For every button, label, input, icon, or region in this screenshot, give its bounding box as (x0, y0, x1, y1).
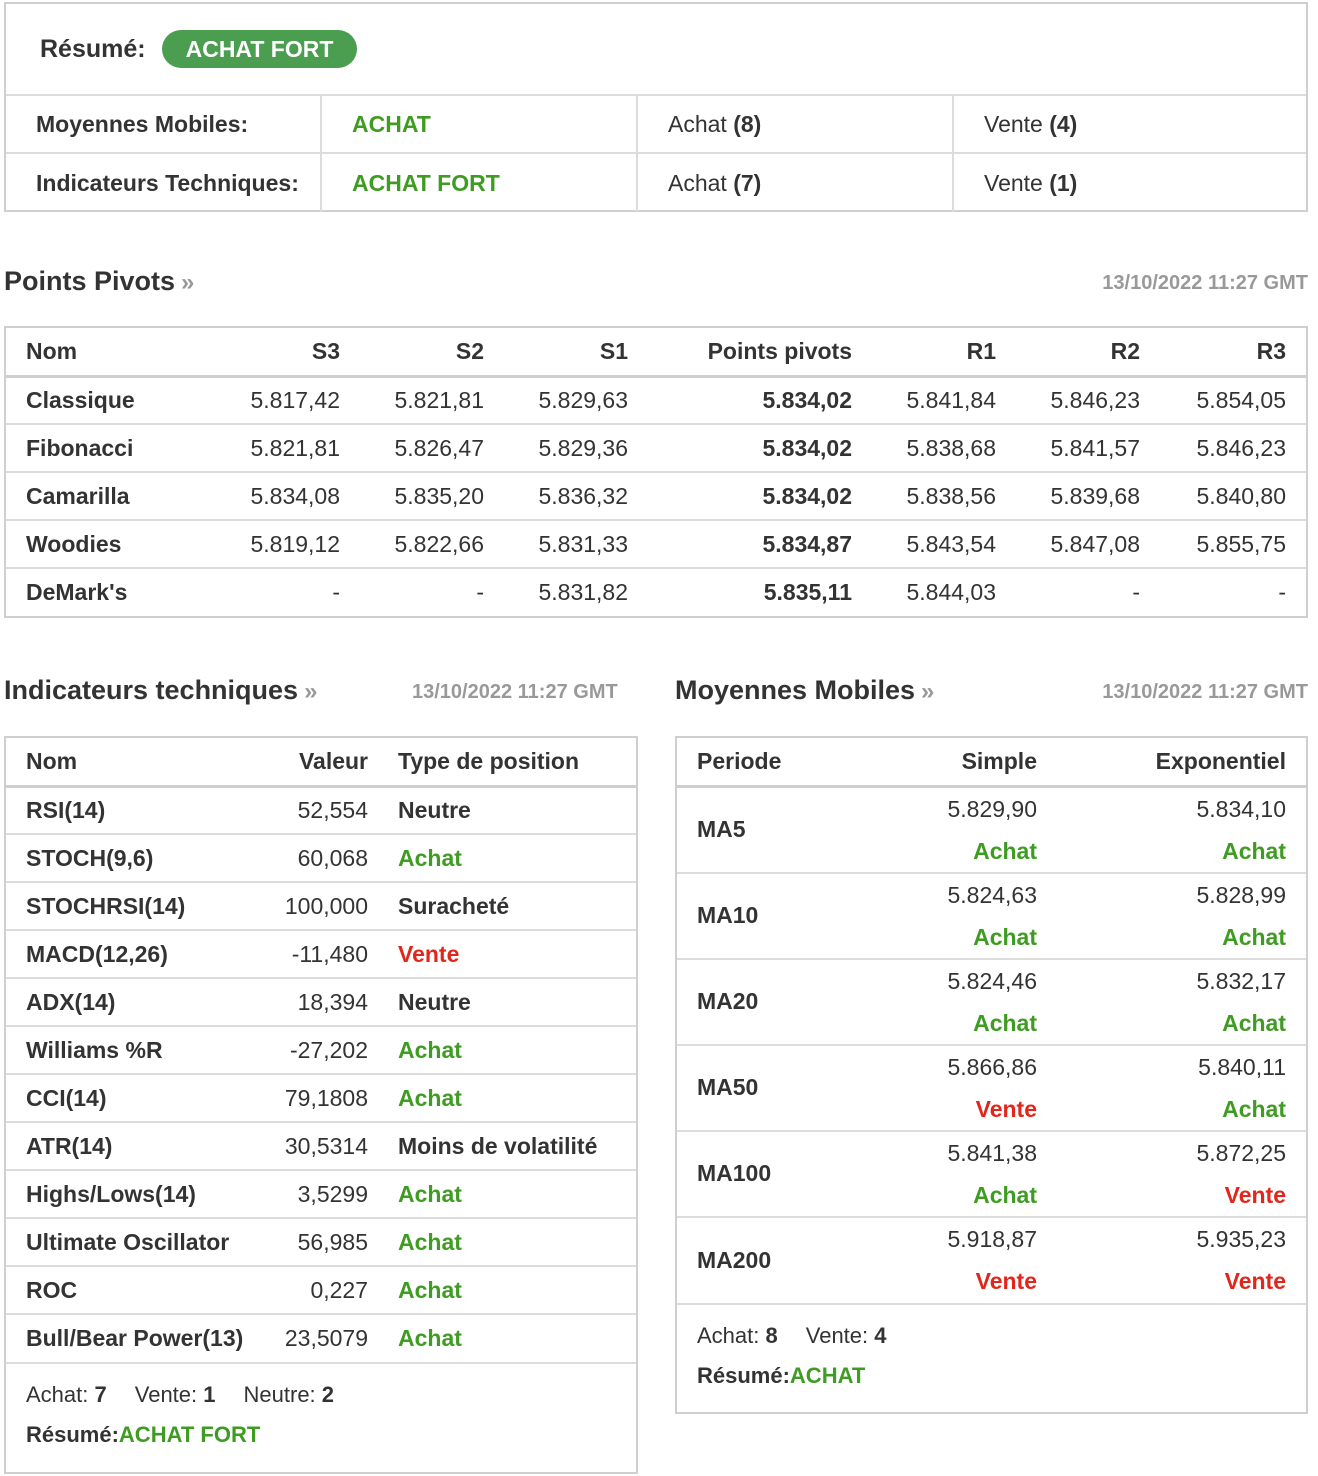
pivots-table (6, 328, 1306, 616)
col-header: R3 (1140, 328, 1306, 376)
indicator-value: 52,554 (256, 786, 368, 834)
footer-sell-count: 1 (203, 1382, 216, 1407)
ma-table (677, 738, 1306, 1303)
ma-table-box (675, 736, 1308, 1414)
indicator-value: 3,5299 (256, 1170, 368, 1218)
pivots-title[interactable]: Points Pivots (4, 266, 176, 296)
indicator-name: STOCH(9,6) (6, 834, 256, 882)
ma-value: 5.872,25 (1196, 1139, 1286, 1166)
table-row (6, 930, 636, 978)
indicators-table-box (4, 736, 638, 1474)
ma-value: 5.829,90 (947, 795, 1037, 822)
pivot-value: 5.855,75 (1140, 520, 1306, 568)
ma-simple-cell (887, 1131, 1037, 1217)
indicators-title[interactable]: Indicateurs techniques (4, 675, 299, 705)
pivot-value: 5.834,02 (628, 376, 852, 424)
ma-period: MA100 (677, 1131, 887, 1217)
col-header: Periode (677, 738, 887, 786)
indicator-name: ROC (6, 1266, 256, 1314)
ma-value: 5.834,10 (1196, 795, 1286, 822)
buy-label: Achat (668, 169, 727, 196)
table-row (677, 1045, 1306, 1131)
table-row (6, 376, 1306, 424)
ma-value: 5.866,86 (947, 1053, 1037, 1080)
col-header: R1 (852, 328, 996, 376)
sell-count: (4) (1049, 110, 1078, 137)
summary-row-sell (954, 154, 1306, 212)
chevron-right-icon[interactable]: » (181, 269, 195, 296)
table-row (6, 882, 636, 930)
ma-timestamp: 13/10/2022 11:27 GMT (1102, 681, 1308, 703)
table-row (677, 1131, 1306, 1217)
pivot-value: 5.843,54 (852, 520, 996, 568)
table-row (6, 568, 1306, 616)
footer-buy-count: 7 (94, 1382, 107, 1407)
pivot-value: - (1132, 579, 1140, 605)
col-header: Points pivots (628, 328, 852, 376)
pivot-value: - (476, 579, 484, 605)
footer-buy (26, 1382, 107, 1407)
sell-count: (1) (1049, 169, 1078, 196)
ma-action: Vente (975, 1268, 1037, 1294)
col-header: S3 (196, 328, 340, 376)
pivot-method: Camarilla (6, 472, 196, 520)
sell-label: Vente (984, 110, 1043, 137)
summary-row-buy (638, 96, 954, 152)
ma-simple-cell (887, 1045, 1037, 1131)
footer-buy-label: Achat: (26, 1382, 89, 1407)
table-row (6, 1314, 636, 1362)
footer-summary (26, 1422, 616, 1448)
indicators-title-link[interactable] (4, 675, 317, 706)
ma-period: MA10 (677, 873, 887, 959)
pivot-value: 5.831,82 (538, 579, 628, 605)
buy-count: (7) (733, 169, 762, 196)
summary-badge: ACHAT FORT (162, 30, 358, 68)
indicator-action: Achat (368, 1266, 636, 1314)
indicator-action: Achat (398, 1325, 462, 1351)
indicator-action: Achat (368, 1170, 636, 1218)
table-row (6, 1170, 636, 1218)
footer-neutral-label: Neutre: (243, 1382, 316, 1407)
ma-period: MA50 (677, 1045, 887, 1131)
indicators-table (6, 738, 636, 1362)
pivot-value: 5.829,36 (484, 424, 628, 472)
ma-exp-cell (1037, 959, 1306, 1045)
indicator-name: Ultimate Oscillator (6, 1218, 256, 1266)
ma-action: Achat (1222, 1009, 1286, 1036)
pivot-value: 5.829,63 (484, 376, 628, 424)
indicator-action: Moins de volatilité (368, 1122, 636, 1170)
footer-sell-count: 4 (874, 1322, 887, 1348)
summary-row-buy (638, 154, 954, 212)
footer-summary-label: Résumé: (697, 1362, 790, 1388)
pivot-value: 5.834,08 (196, 472, 340, 520)
table-row (6, 1122, 636, 1170)
pivot-value: - (1278, 579, 1286, 605)
pivot-value: 5.854,05 (1140, 376, 1306, 424)
indicator-value: 23,5079 (284, 1325, 368, 1351)
pivot-value: 5.835,20 (340, 472, 484, 520)
pivot-value: 5.834,02 (628, 424, 852, 472)
col-header: Exponentiel (1037, 738, 1306, 786)
indicator-name: Bull/Bear Power(13) (26, 1325, 244, 1351)
indicator-value: -11,480 (256, 930, 368, 978)
pivot-value: 5.839,68 (996, 472, 1140, 520)
summary-row-name: Indicateurs Techniques: (6, 154, 322, 212)
indicator-name: MACD(12,26) (6, 930, 256, 978)
summary-row-sell (954, 96, 1306, 152)
pivot-value: 5.844,03 (906, 579, 996, 605)
ma-simple-cell (887, 786, 1037, 873)
col-header: Valeur (256, 738, 368, 786)
indicators-footer (6, 1362, 636, 1448)
table-row (677, 959, 1306, 1045)
footer-summary-value: ACHAT (789, 1362, 866, 1388)
pivot-value: 5.838,56 (852, 472, 996, 520)
ma-value: 5.824,46 (947, 967, 1037, 994)
summary-row-moving-averages (6, 96, 1306, 154)
ma-action: Achat (1222, 923, 1286, 950)
indicator-action: Suracheté (368, 882, 636, 930)
ma-footer (677, 1303, 1306, 1389)
footer-sell (806, 1323, 887, 1348)
pivots-table-box (4, 326, 1308, 618)
summary-row-name: Moyennes Mobiles: (6, 96, 322, 152)
indicator-name: CCI(14) (6, 1074, 256, 1122)
ma-exp-cell (1037, 1045, 1306, 1131)
table-row (6, 834, 636, 882)
pivot-value: - (332, 579, 340, 605)
ma-exp-cell (1037, 873, 1306, 959)
pivot-value: 5.826,47 (340, 424, 484, 472)
ma-action: Achat (973, 923, 1037, 950)
ma-action: Achat (973, 837, 1037, 864)
footer-buy-count: 8 (765, 1322, 778, 1348)
sell-label: Vente (984, 169, 1043, 196)
pivot-value: 5.847,08 (996, 520, 1140, 568)
table-row (6, 520, 1306, 568)
pivot-value: 5.840,80 (1140, 472, 1306, 520)
col-header: Nom (6, 328, 196, 376)
pivot-value: 5.819,12 (196, 520, 340, 568)
pivot-value: 5.822,66 (340, 520, 484, 568)
col-header: R2 (996, 328, 1140, 376)
ma-value: 5.918,87 (947, 1226, 1037, 1252)
ma-value: 5.840,11 (1198, 1053, 1286, 1080)
ma-action: Achat (1222, 837, 1286, 864)
indicator-name: Williams %R (6, 1026, 256, 1074)
pivot-value: 5.838,68 (852, 424, 996, 472)
indicator-action: Achat (368, 834, 636, 882)
ma-exp-cell (1037, 1217, 1306, 1303)
table-row (6, 1266, 636, 1314)
indicator-value: 56,985 (256, 1218, 368, 1266)
ma-period: MA5 (677, 786, 887, 873)
ma-title-link[interactable] (675, 675, 934, 706)
indicator-name: RSI(14) (6, 786, 256, 834)
pivot-value: 5.835,11 (763, 579, 852, 605)
table-row (6, 1074, 636, 1122)
footer-summary-label: Résumé: (26, 1422, 119, 1447)
summary-row-signal: ACHAT FORT (322, 154, 638, 212)
pivot-value: 5.836,32 (484, 472, 628, 520)
table-row (677, 786, 1306, 873)
summary-panel (4, 2, 1308, 212)
footer-sell-label: Vente: (134, 1382, 198, 1407)
table-row (6, 978, 636, 1026)
ma-period: MA20 (677, 959, 887, 1045)
summary-row-signal: ACHAT (322, 96, 638, 152)
indicator-name: ADX(14) (6, 978, 256, 1026)
buy-label: Achat (668, 110, 727, 137)
indicator-name: STOCHRSI(14) (6, 882, 256, 930)
indicator-action: Vente (368, 930, 636, 978)
pivot-value: 5.834,02 (628, 472, 852, 520)
footer-sell-label: Vente: (805, 1322, 869, 1348)
ma-period: MA200 (697, 1246, 772, 1273)
indicator-action: Neutre (368, 978, 636, 1026)
ma-value: 5.841,38 (947, 1139, 1037, 1166)
col-header: Simple (887, 738, 1037, 786)
ma-action: Achat (1222, 1095, 1286, 1122)
pivot-method: Woodies (6, 520, 196, 568)
table-row (6, 786, 636, 834)
pivots-timestamp: 13/10/2022 11:27 GMT (1102, 272, 1308, 294)
indicator-action: Neutre (368, 786, 636, 834)
indicator-value: 100,000 (256, 882, 368, 930)
col-header: Nom (6, 738, 256, 786)
table-row (6, 1218, 636, 1266)
footer-summary (697, 1363, 1286, 1389)
table-row (677, 1217, 1306, 1303)
summary-label: Résumé: (40, 34, 146, 63)
chevron-right-icon[interactable]: » (921, 678, 935, 705)
ma-action: Vente (1224, 1181, 1286, 1208)
pivot-value: 5.846,23 (996, 376, 1140, 424)
indicator-value: -27,202 (256, 1026, 368, 1074)
table-row (677, 873, 1306, 959)
pivot-value: 5.817,42 (196, 376, 340, 424)
pivot-value: 5.834,87 (628, 520, 852, 568)
pivot-value: 5.821,81 (340, 376, 484, 424)
ma-action: Vente (975, 1095, 1037, 1122)
ma-action: Achat (973, 1181, 1037, 1208)
pivot-value: 5.846,23 (1140, 424, 1306, 472)
ma-value: 5.935,23 (1196, 1226, 1286, 1252)
ma-value: 5.828,99 (1196, 881, 1286, 908)
footer-buy-label: Achat: (697, 1322, 760, 1348)
indicator-name: Highs/Lows(14) (6, 1170, 256, 1218)
chevron-right-icon[interactable]: » (304, 678, 318, 705)
summary-header (6, 4, 1306, 96)
ma-value: 5.824,63 (947, 881, 1037, 908)
footer-neutral-count: 2 (321, 1382, 335, 1407)
indicator-action: Achat (368, 1218, 636, 1266)
indicator-name: ATR(14) (6, 1122, 256, 1170)
indicator-value: 0,227 (256, 1266, 368, 1314)
indicator-value: 60,068 (256, 834, 368, 882)
indicator-value: 30,5314 (256, 1122, 368, 1170)
pivot-method: Fibonacci (6, 424, 196, 472)
buy-count: (8) (733, 110, 762, 137)
ma-action: Achat (973, 1009, 1037, 1036)
footer-neutral (244, 1382, 335, 1407)
table-row (6, 1026, 636, 1074)
indicator-action: Achat (368, 1026, 636, 1074)
ma-action: Vente (1224, 1268, 1286, 1294)
ma-value: 5.832,17 (1196, 967, 1286, 994)
pivot-value: 5.831,33 (484, 520, 628, 568)
indicator-value: 18,394 (256, 978, 368, 1026)
indicators-timestamp: 13/10/2022 11:27 GMT (412, 681, 618, 703)
pivot-method: DeMark's (26, 579, 128, 605)
col-header: Type de position (368, 738, 636, 786)
indicator-value: 79,1808 (256, 1074, 368, 1122)
ma-exp-cell (1037, 1131, 1306, 1217)
pivot-method: Classique (6, 376, 196, 424)
footer-buy (697, 1323, 778, 1348)
pivot-value: 5.821,81 (196, 424, 340, 472)
ma-simple-cell (887, 873, 1037, 959)
pivots-title-link[interactable] (4, 266, 194, 297)
summary-row-technical-indicators (6, 154, 1306, 212)
col-header: S2 (340, 328, 484, 376)
ma-exp-cell (1037, 786, 1306, 873)
col-header: S1 (484, 328, 628, 376)
ma-title[interactable]: Moyennes Mobiles (675, 675, 916, 705)
ma-simple-cell (887, 959, 1037, 1045)
table-row (6, 424, 1306, 472)
table-row (6, 472, 1306, 520)
footer-sell (135, 1382, 216, 1407)
ma-simple-cell (887, 1217, 1037, 1303)
footer-summary-value: ACHAT FORT (118, 1422, 261, 1447)
pivot-value: 5.841,57 (996, 424, 1140, 472)
indicator-action: Achat (368, 1074, 636, 1122)
pivot-value: 5.841,84 (852, 376, 996, 424)
